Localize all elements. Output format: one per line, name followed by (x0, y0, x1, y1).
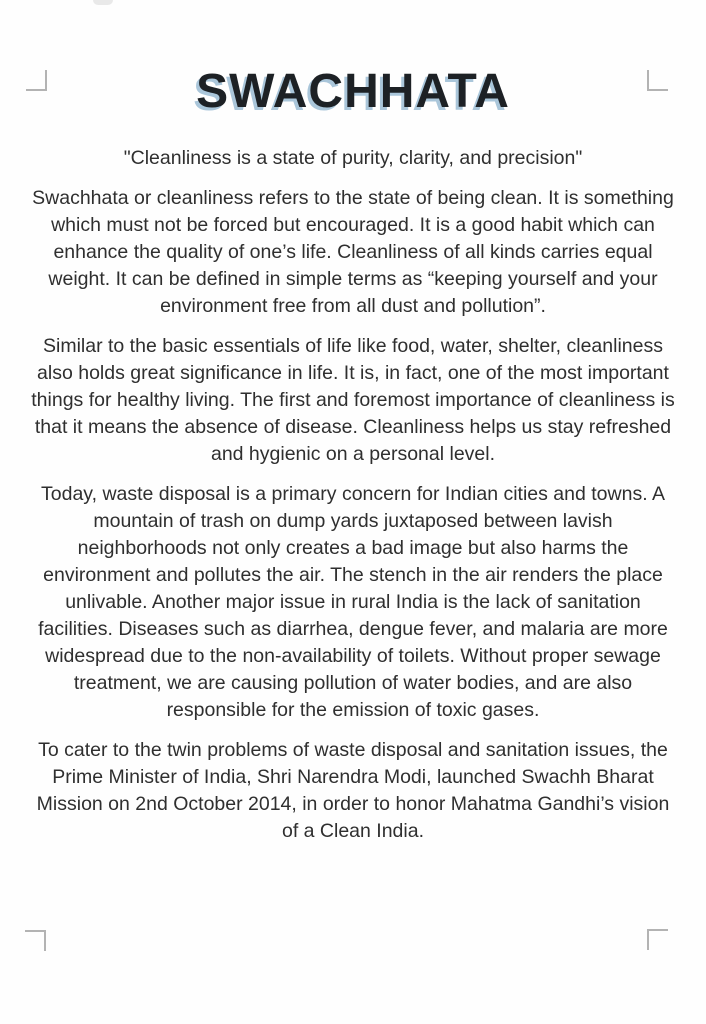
quote-line: "Cleanliness is a state of purity, clarity, and precision" (123, 147, 583, 169)
crop-mark-bottom-left-icon (25, 930, 46, 951)
crop-mark-top-right-icon (647, 70, 668, 91)
crop-mark-bottom-right-icon (647, 929, 668, 950)
crop-mark-top-left-icon (26, 70, 47, 91)
paragraph-importance: Similar to the basic essentials of life like food, water, shelter, cleanliness also holds great significance in life. It is, in fact, one of the most important things for healthy living. The first and foremost importance of cleanliness is that it means the absence of disease. Cleanliness helps us stay refreshed and hygienic on a personal level. (31, 335, 675, 465)
paragraph-swachh-bharat: To cater to the twin problems of waste disposal and sanitation issues, the Prime Minister of India, Shri Narendra Modi, launched Swachh Bharat Mission on 2nd October 2014, in order to honor Mahatma Gandhi’s vision of a Clean India. (36, 739, 670, 842)
scan-smudge (93, 0, 113, 5)
paragraph-waste-disposal: Today, waste disposal is a primary concern for Indian cities and towns. A mountain of trash on dump yards juxtaposed between lavish neighborhoods not only creates a bad image but also harms the environment and pollutes the air. The stench in the air renders the place unlivable. Another major issue in rural India is the lack of sanitation facilities. Diseases such as diarrhea, dengue fever, and malaria are more widespread due to the non-availability of toilets. Without proper sewage treatment, we are causing pollution of water bodies, and are also responsible for the emission of toxic gases. (38, 483, 668, 721)
page-title: SWACHHATA (196, 65, 510, 118)
paragraph-intro: Swachhata or cleanliness refers to the state of being clean. It is something which must not be forced but encouraged. It is a good habit which can enhance the quality of one’s life. Cleanliness of all kinds carries equal weight. It can be defined in simple terms as “keeping yourself and your environment free from all dust and pollution”. (32, 187, 674, 317)
